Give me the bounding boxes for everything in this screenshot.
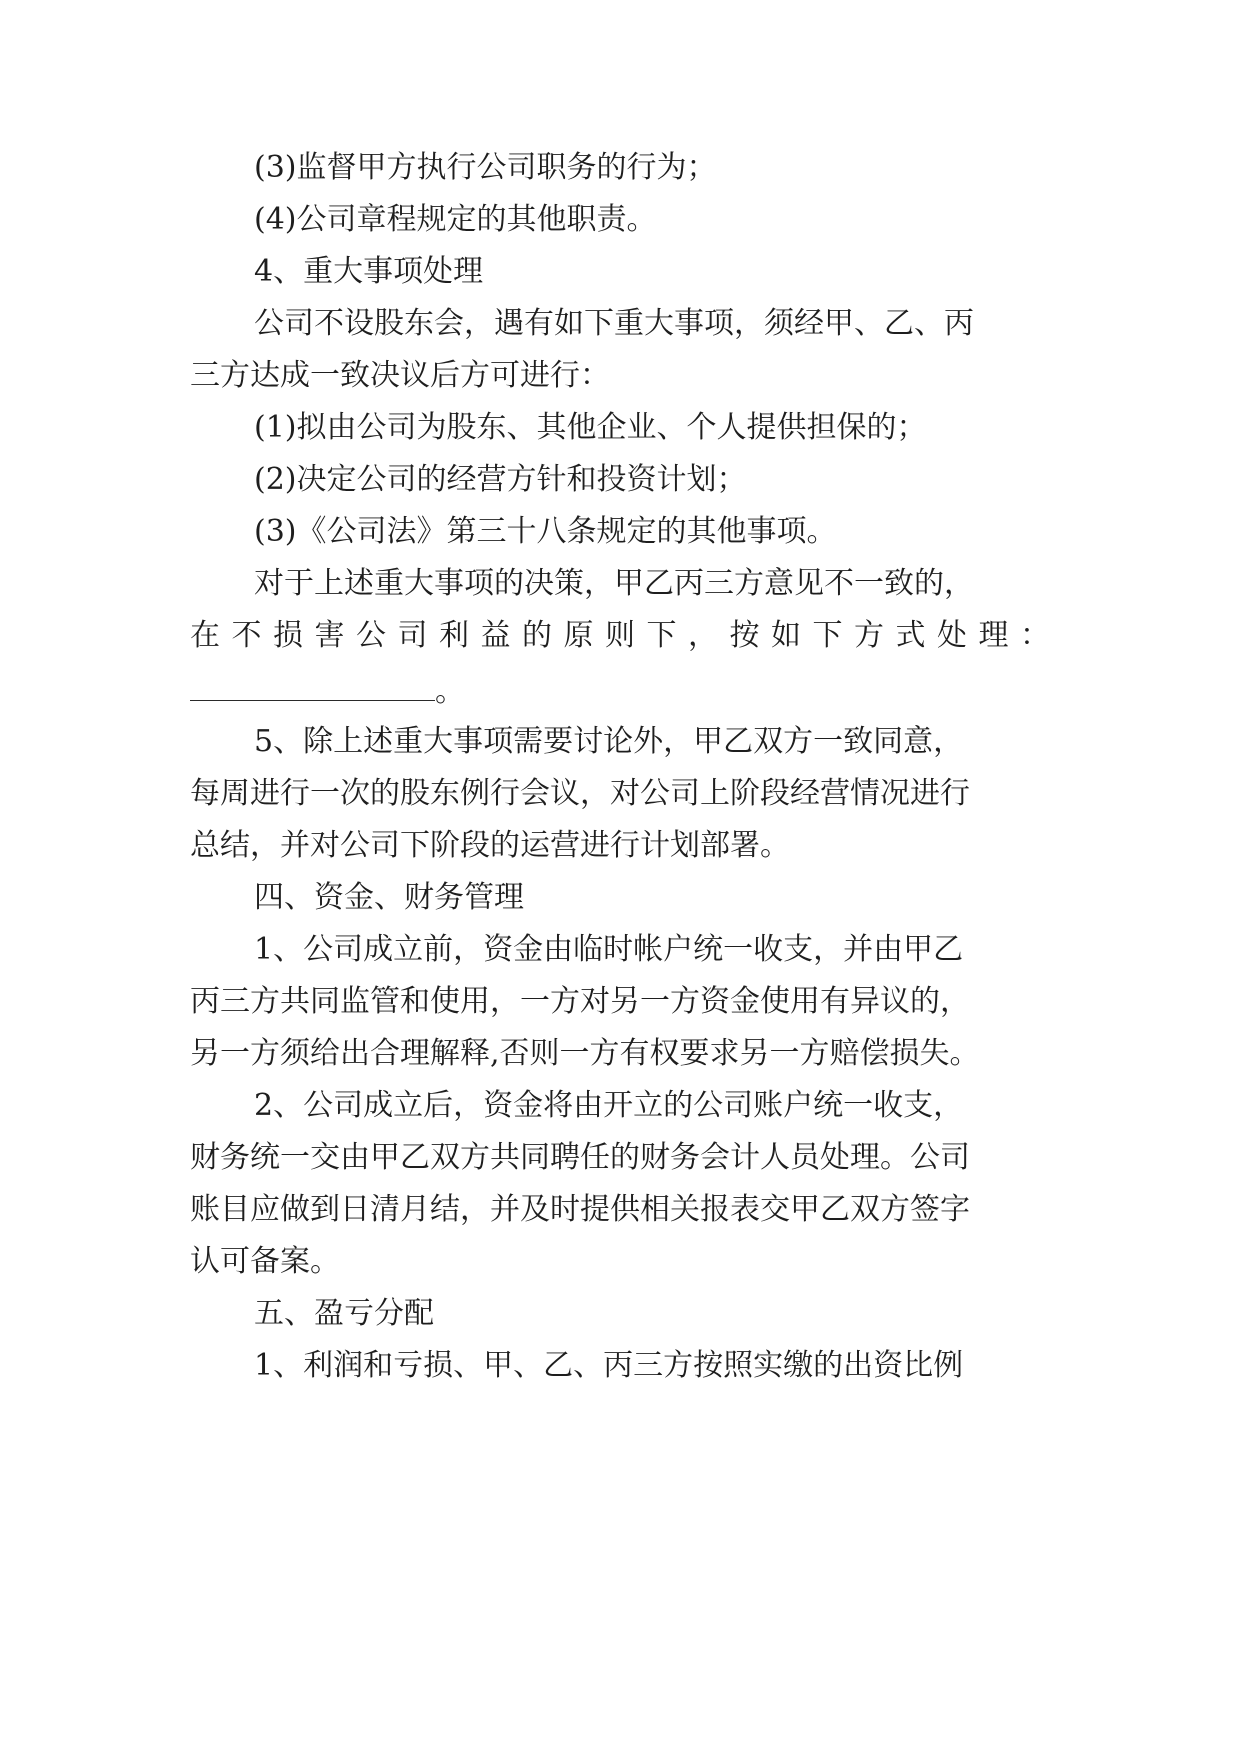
section-heading: 四、资金、财务管理 bbox=[254, 880, 524, 915]
blank-field bbox=[190, 676, 435, 701]
text-line: (3)监督甲方执行公司职务的行为； bbox=[254, 150, 717, 185]
text-line: 5、除上述重大事项需要讨论外，甲乙双方一致同意， bbox=[254, 724, 964, 759]
text-line: (3)《公司法》第三十八条规定的其他事项。 bbox=[254, 514, 837, 549]
text-line: 1、利润和亏损、甲、乙、丙三方按照实缴的出资比例 bbox=[254, 1348, 964, 1383]
text-line: (2)决定公司的经营方针和投资计划； bbox=[254, 462, 747, 497]
text-line: 财务统一交由甲乙双方共同聘任的财务会计人员处理。公司 bbox=[190, 1140, 970, 1175]
section-heading: 4、重大事项处理 bbox=[254, 254, 484, 289]
text-line: 认可备案。 bbox=[190, 1244, 340, 1279]
text-line: 在不损害公司利益的原则下，按如下方式处理： bbox=[190, 618, 1050, 653]
text-line: 1、公司成立前，资金由临时帐户统一收支，并由甲乙 bbox=[254, 932, 964, 967]
text-line: 另一方须给出合理解释,否则一方有权要求另一方赔偿损失。 bbox=[190, 1036, 980, 1071]
text-line: 对于上述重大事项的决策，甲乙丙三方意见不一致的， bbox=[254, 566, 974, 601]
text-line: 公司不设股东会，遇有如下重大事项，须经甲、乙、丙 bbox=[254, 306, 974, 341]
text-line: 丙三方共同监管和使用，一方对另一方资金使用有异议的， bbox=[190, 984, 970, 1019]
text-line: 三方达成一致决议后方可进行： bbox=[190, 358, 610, 393]
text-line: 2、公司成立后，资金将由开立的公司账户统一收支， bbox=[254, 1088, 964, 1123]
text-line: (4)公司章程规定的其他职责。 bbox=[254, 202, 657, 237]
text-line: 账目应做到日清月结，并及时提供相关报表交甲乙双方签字 bbox=[190, 1192, 970, 1227]
period-mark: 。 bbox=[435, 674, 465, 709]
section-heading: 五、盈亏分配 bbox=[254, 1296, 434, 1331]
text-line: (1)拟由公司为股东、其他企业、个人提供担保的； bbox=[254, 410, 927, 445]
text-line: 每周进行一次的股东例行会议，对公司上阶段经营情况进行 bbox=[190, 776, 970, 811]
text-line: 总结，并对公司下阶段的运营进行计划部署。 bbox=[190, 828, 790, 863]
fill-in-blank-line bbox=[190, 672, 1050, 712]
